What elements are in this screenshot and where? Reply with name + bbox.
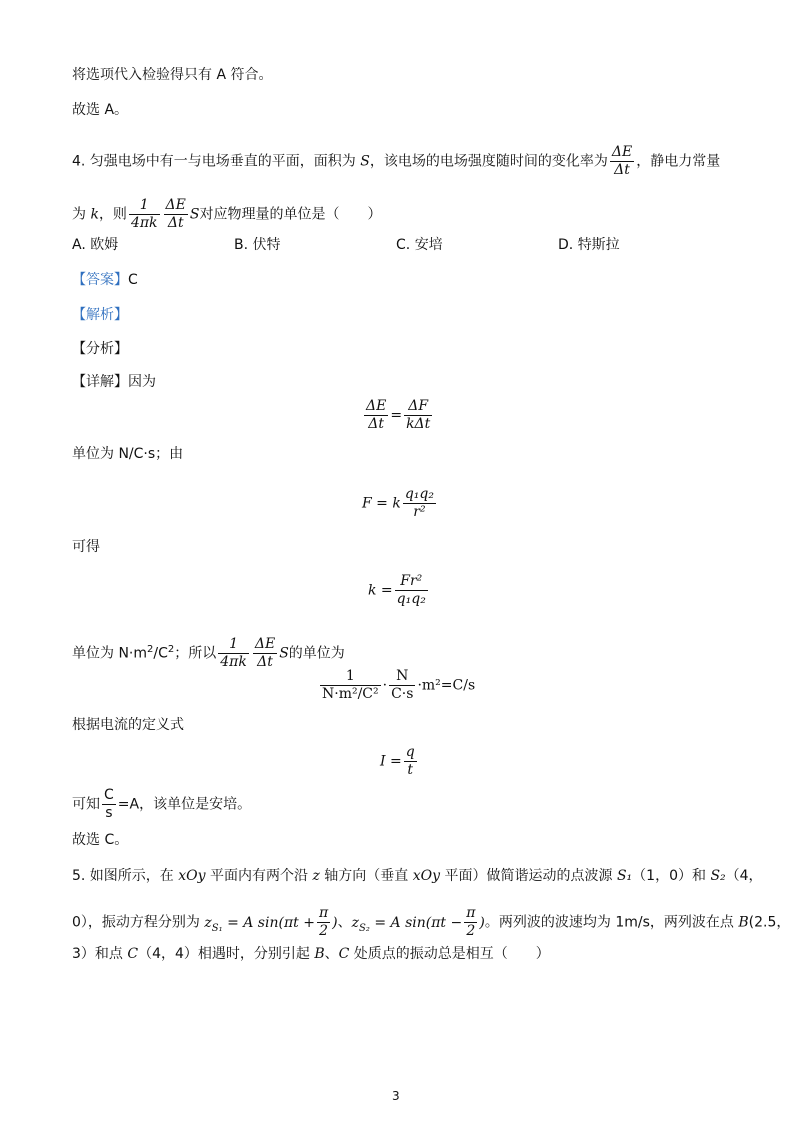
equation-1: $\frac{\Delta E}{\Delta t}$ = $\frac{\Delta F}{\text{kΔt}}$ xyxy=(366,398,431,432)
option-a: A. 欧姆 xyxy=(72,237,119,253)
question-5-line-1: 5. 如图所示，在 xOy 平面内有两个沿 z 轴方向（垂直 xOy 平面）做简谐运动的点波源 S₁（1，0）和 S₂（4， xyxy=(72,868,763,884)
xiangjie-line: 【详解】因为 xyxy=(72,374,156,390)
fenxi-label: 【分析】 xyxy=(72,341,128,357)
text-line: 将选项代入检验得只有 A 符合。 xyxy=(72,67,273,83)
unit-line-2: 单位为 $N\cdot m^2/C^2$；所以 $\frac{1}{4\pi k}$ $\frac{\Delta E}{\Delta t}$ S的单位为 xyxy=(72,636,345,670)
unit-line-1: 单位为 N/C·s；由 xyxy=(72,446,184,462)
equation-current: I = $\frac{q}{t}$ xyxy=(380,744,415,778)
text-line: 故选 A。 xyxy=(72,102,129,118)
page-number: 3 xyxy=(392,1089,400,1103)
option-c: C. 安培 xyxy=(396,237,443,253)
option-d: D. 特斯拉 xyxy=(558,237,620,253)
question-4-line-1: 4. 匀强电场中有一与电场垂直的平面，面积为 S，该电场的电场强度随时间的变化率为 $\frac{\Delta E}{\Delta t}$ ，静电力常量 xyxy=(72,144,721,178)
equation-coulomb: F = k $\frac{\text{q₁q₂}}{\text{r²}}$ xyxy=(362,486,434,520)
question-5-line-3: 3）和点 C（4，4）相遇时，分别引起 B、C 处质点的振动总是相互（ ） xyxy=(72,946,550,962)
option-b: B. 伏特 xyxy=(234,237,281,253)
genju-line: 根据电流的定义式 xyxy=(72,717,184,733)
equation-units: $\frac{1}{\text{N·m²/C²}}$ · $\frac{N}{C\cdot s}$ ·m²=C/s xyxy=(322,668,476,702)
question-4-line-2: 为 k，则 $\frac{1}{4\pi k}$ $\frac{\Delta E}{\Delta t}$ S对应物理量的单位是（ ） xyxy=(72,197,382,231)
question-5-line-2: 0），振动方程分别为 $z_{S_1} = A$ sin(πt + $\frac{\pi}{2}$ )、$z_{S_2} = A$ sin(πt − $\frac{\pi}{2}$ )。两列波的波速均为 1m/s，两列波在点 B(2.5， xyxy=(72,905,791,939)
kezhi-line: 可知 $\frac{C}{s}$ =A，该单位是安培。 xyxy=(72,787,252,821)
text-line: 故选 C。 xyxy=(72,832,129,848)
options-row xyxy=(72,236,732,254)
kede-line: 可得 xyxy=(72,539,100,555)
answer-line: 【答案】C xyxy=(72,272,138,288)
analysis-label: 【解析】 xyxy=(72,307,128,323)
equation-k: k = $\frac{\text{Fr²}}{\text{q₁q₂}}$ xyxy=(368,573,426,607)
